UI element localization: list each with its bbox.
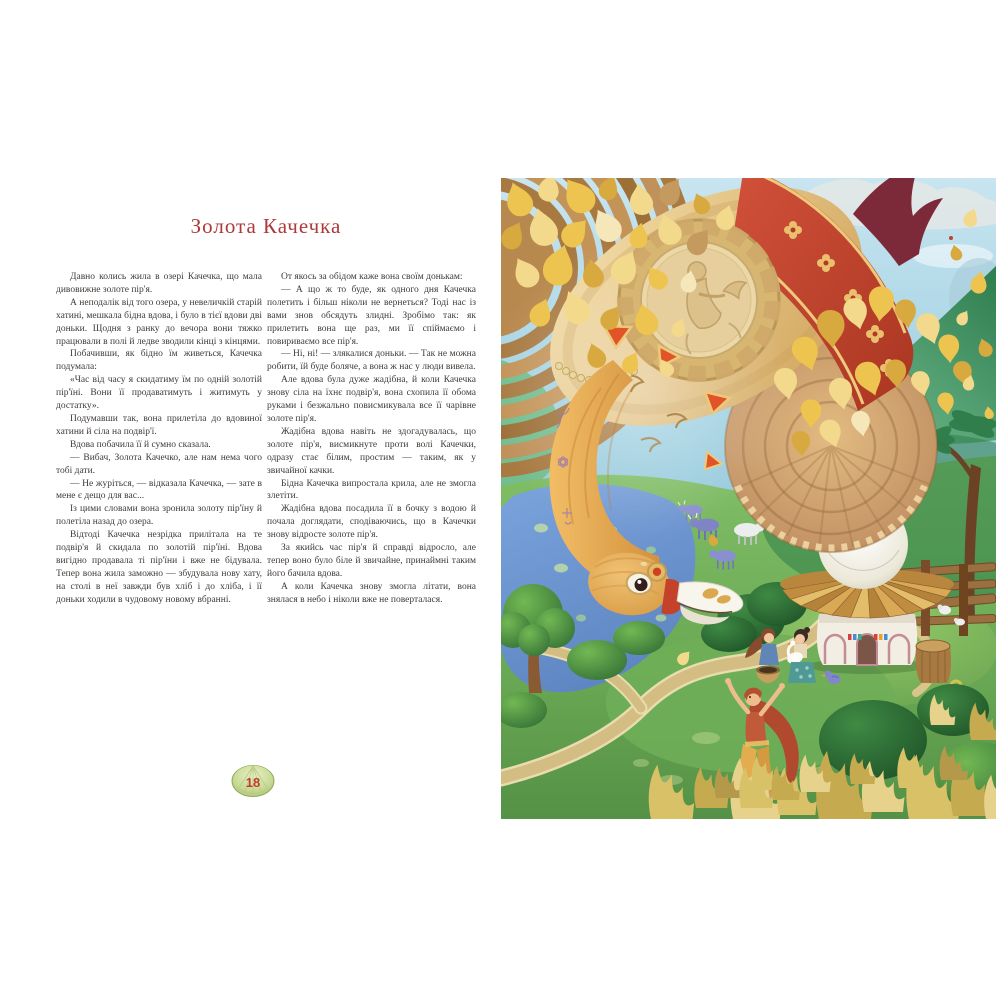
paragraph: — Не журіться, — відказала Качечка, — зате в мене є дещо для вас... xyxy=(56,478,262,502)
paragraph: А неподалік від того озера, у невеличкій старій хатині, мешкала бідна вдова, і було в тієї вдови дві доньки. Щодня з ранку до вечора вони тяжко працювали в полі й ледве зводили кінці з кінцями. xyxy=(56,297,262,347)
paragraph: Із цими словами вона зронила золоту пір'їну й полетіла назад до озера. xyxy=(56,504,262,528)
paragraph: От якось за обідом каже вона своїм донькам: xyxy=(281,272,463,282)
page-number: 18 xyxy=(245,775,261,790)
paragraph: Відтоді Качечка незрідка прилітала на те подвір'я й скидала по золотій пір'їні. Вдова вигідно продавала ті пір'їни і вже не бідувала. Тепер вона жила заможно — збудувала нову хату, на столі в неї завжди був хліб і до хліба, і її доньки ходили в чудовому новому вбранні. xyxy=(56,530,262,605)
text-column-right xyxy=(267,271,476,607)
story-title: Золота Качечка xyxy=(190,214,342,238)
paragraph: Але вдова була дуже жадібна, й коли Качечка знову сіла на їхнє подвір'я, вона схопила її обома руками і безжально повисмикувала все її чарівне золоте пір'я. xyxy=(267,375,476,424)
paragraph: За якийсь час пір'я й справді відросло, але тепер воно було біле й звичайне, принаймні таким його бачила вдова. xyxy=(267,543,476,579)
paragraph: Жадібна вдова навіть не здогадувалась, що золоте пір'я, висмикнуте проти волі Качечки, одразу стає білим, простим — таким, як у звичайної качки. xyxy=(267,426,476,476)
paragraph: — Ні, ні! — злякалися доньки. — Так не можна робити, їй буде боляче, а вона ж нас у люди вивела. xyxy=(267,349,476,373)
text-column-left xyxy=(56,271,262,607)
story-illustration xyxy=(501,178,996,819)
paragraph: Жадібна вдова посадила її в бочку з водою й почала доглядати, сподіваючись, що в Качечки знову відросте золоте пір'я. xyxy=(267,504,476,541)
page-number-badge xyxy=(230,761,276,799)
paragraph: Побачивши, як бідно їм живеться, Качечка подумала: xyxy=(56,349,262,373)
barrel xyxy=(916,640,951,683)
paragraph: Давно колись жила в озері Качечка, що мала дивовижне золоте пір'я. xyxy=(56,272,262,295)
paragraph: А коли Качечка знову змогла літати, вона знялася в небо і ніколи вже не поверталася. xyxy=(267,581,476,605)
paragraph: — А що ж то буде, як одного дня Качечка полетить і більш ніколи не вернеться? Тоді нас із вами знов обсядуть злидні. Зробімо так: як прилетить вона ще раз, ми її спіймаємо і повириваємо все пір'я. xyxy=(267,284,476,347)
paragraph: Подумавши так, вона прилетіла до вдовиної хатини й сіла на подвір'ї. xyxy=(56,413,262,437)
paragraph: — Вибач, Золота Качечко, але нам нема чого тобі дати. xyxy=(56,452,262,476)
paragraph: Вдова побачила її й сумно сказала. xyxy=(70,439,211,450)
paragraph: «Час від часу я скидатиму їм по одній золотій пір'їні. Вони її продаватимуть і житимуть у достатку». xyxy=(56,375,262,412)
paragraph: Бідна Качечка випростала крила, але не змогла злетіти. xyxy=(267,478,476,502)
